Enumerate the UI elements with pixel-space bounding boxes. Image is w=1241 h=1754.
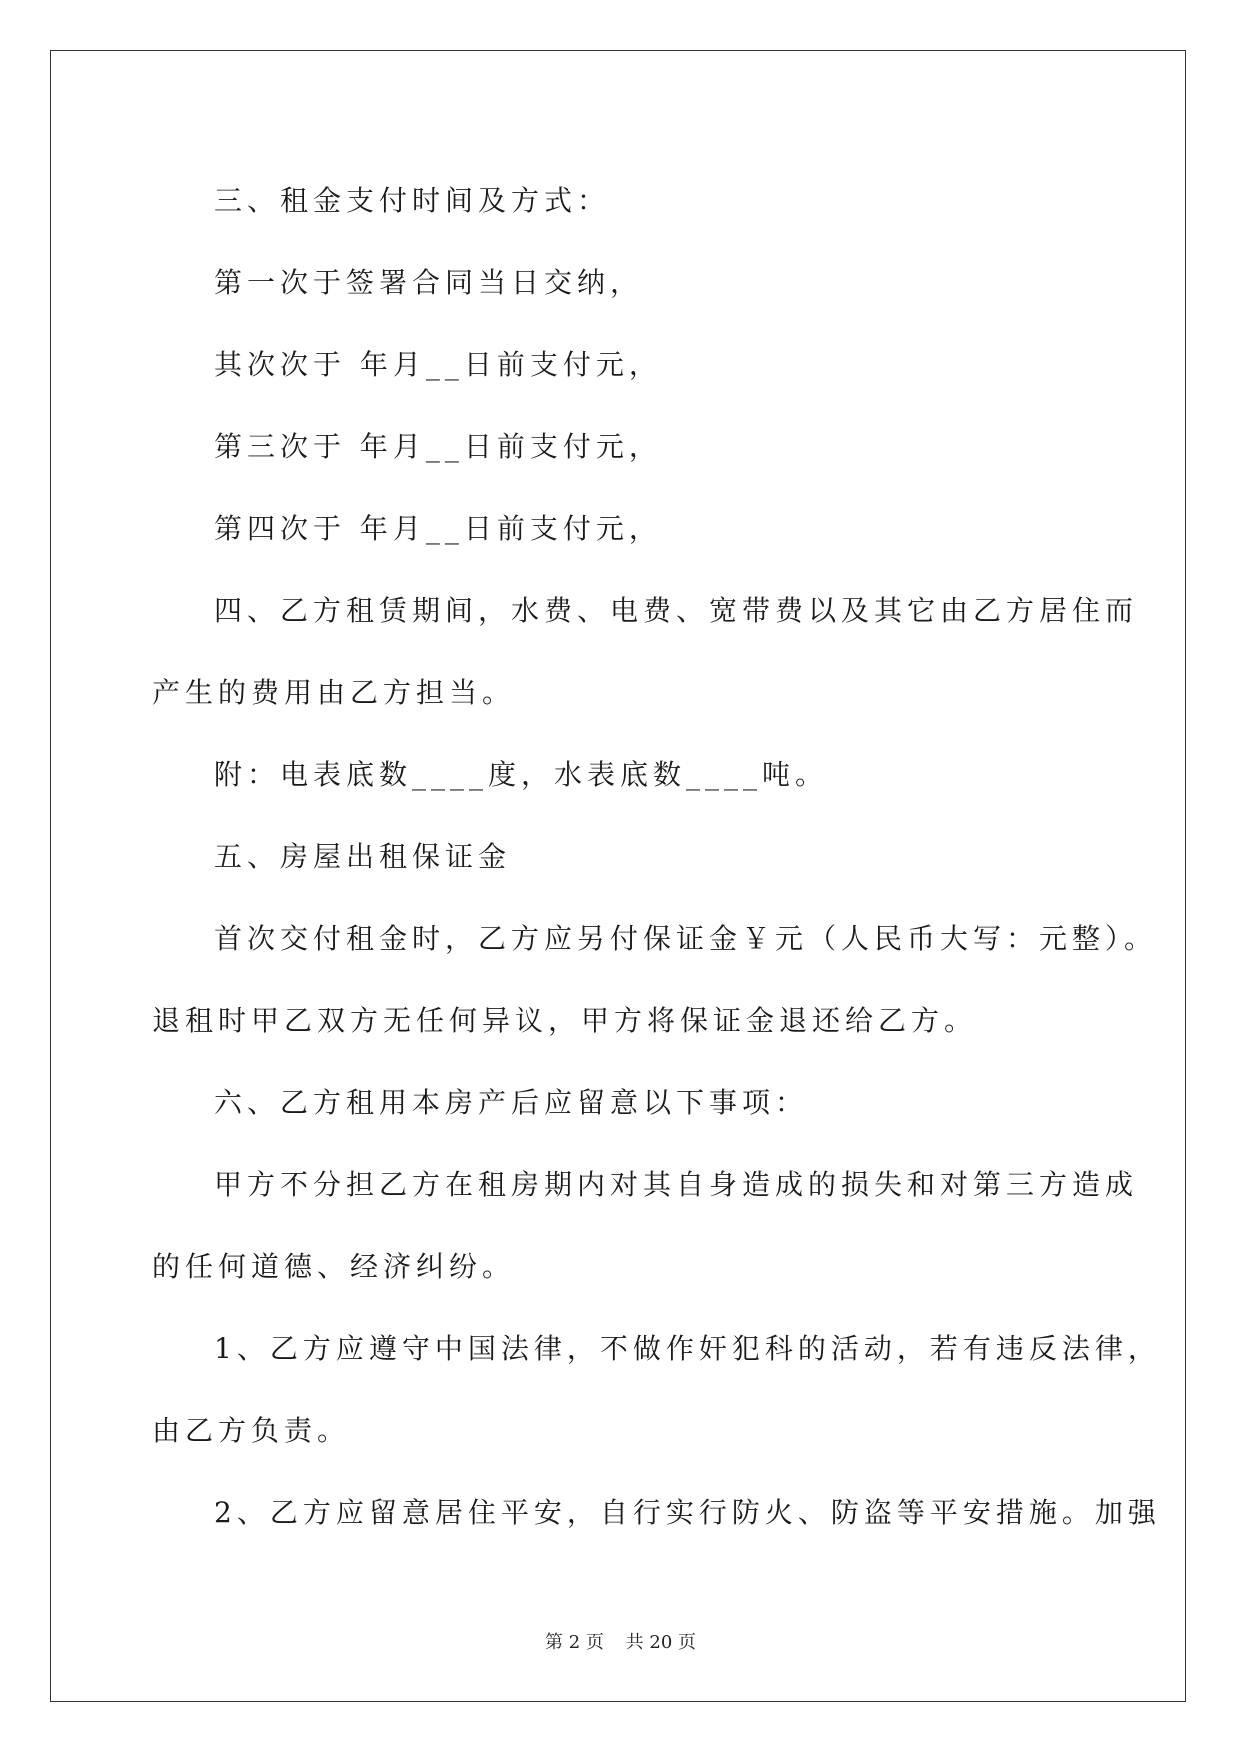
paragraph: 的任何道德、经济纠纷。	[152, 1250, 516, 1283]
paragraph: 退租时甲乙双方无任何异议，甲方将保证金退还给乙方。	[152, 1004, 978, 1037]
paragraph: 第一次于签署合同当日交纳，	[214, 266, 644, 299]
paragraph: 甲方不分担乙方在租房期内对其自身造成的损失和对第三方造成	[214, 1168, 1139, 1201]
paragraph: 其次次于 年月__日前支付元，	[214, 348, 662, 381]
paragraph: 五、房屋出租保证金	[214, 840, 512, 873]
page-footer	[0, 1628, 1241, 1654]
paragraph: 1、乙方应遵守中国法律，不做作奸犯科的活动，若有违反法律，	[214, 1332, 1161, 1365]
document-body	[152, 160, 1161, 1554]
paragraph: 四、乙方租赁期间，水费、电费、宽带费以及其它由乙方居住而	[214, 594, 1139, 627]
page-number: 第 2 页	[545, 1632, 604, 1653]
paragraph: 第三次于 年月__日前支付元，	[214, 430, 662, 463]
paragraph: 2、乙方应留意居住平安，自行实行防火、防盗等平安措施。加强	[214, 1496, 1161, 1529]
page-total: 共 20 页	[625, 1632, 696, 1653]
paragraph: 产生的费用由乙方担当。	[152, 676, 516, 709]
paragraph: 由乙方负责。	[152, 1414, 351, 1447]
paragraph: 第四次于 年月__日前支付元，	[214, 512, 662, 545]
paragraph: 首次交付租金时，乙方应另付保证金￥元（人民币大写：元整）。	[214, 922, 1158, 955]
paragraph: 三、租金支付时间及方式：	[214, 184, 611, 217]
paragraph: 附：电表底数____度，水表底数____吨。	[214, 758, 829, 791]
paragraph: 六、乙方租用本房产后应留意以下事项：	[214, 1086, 809, 1119]
